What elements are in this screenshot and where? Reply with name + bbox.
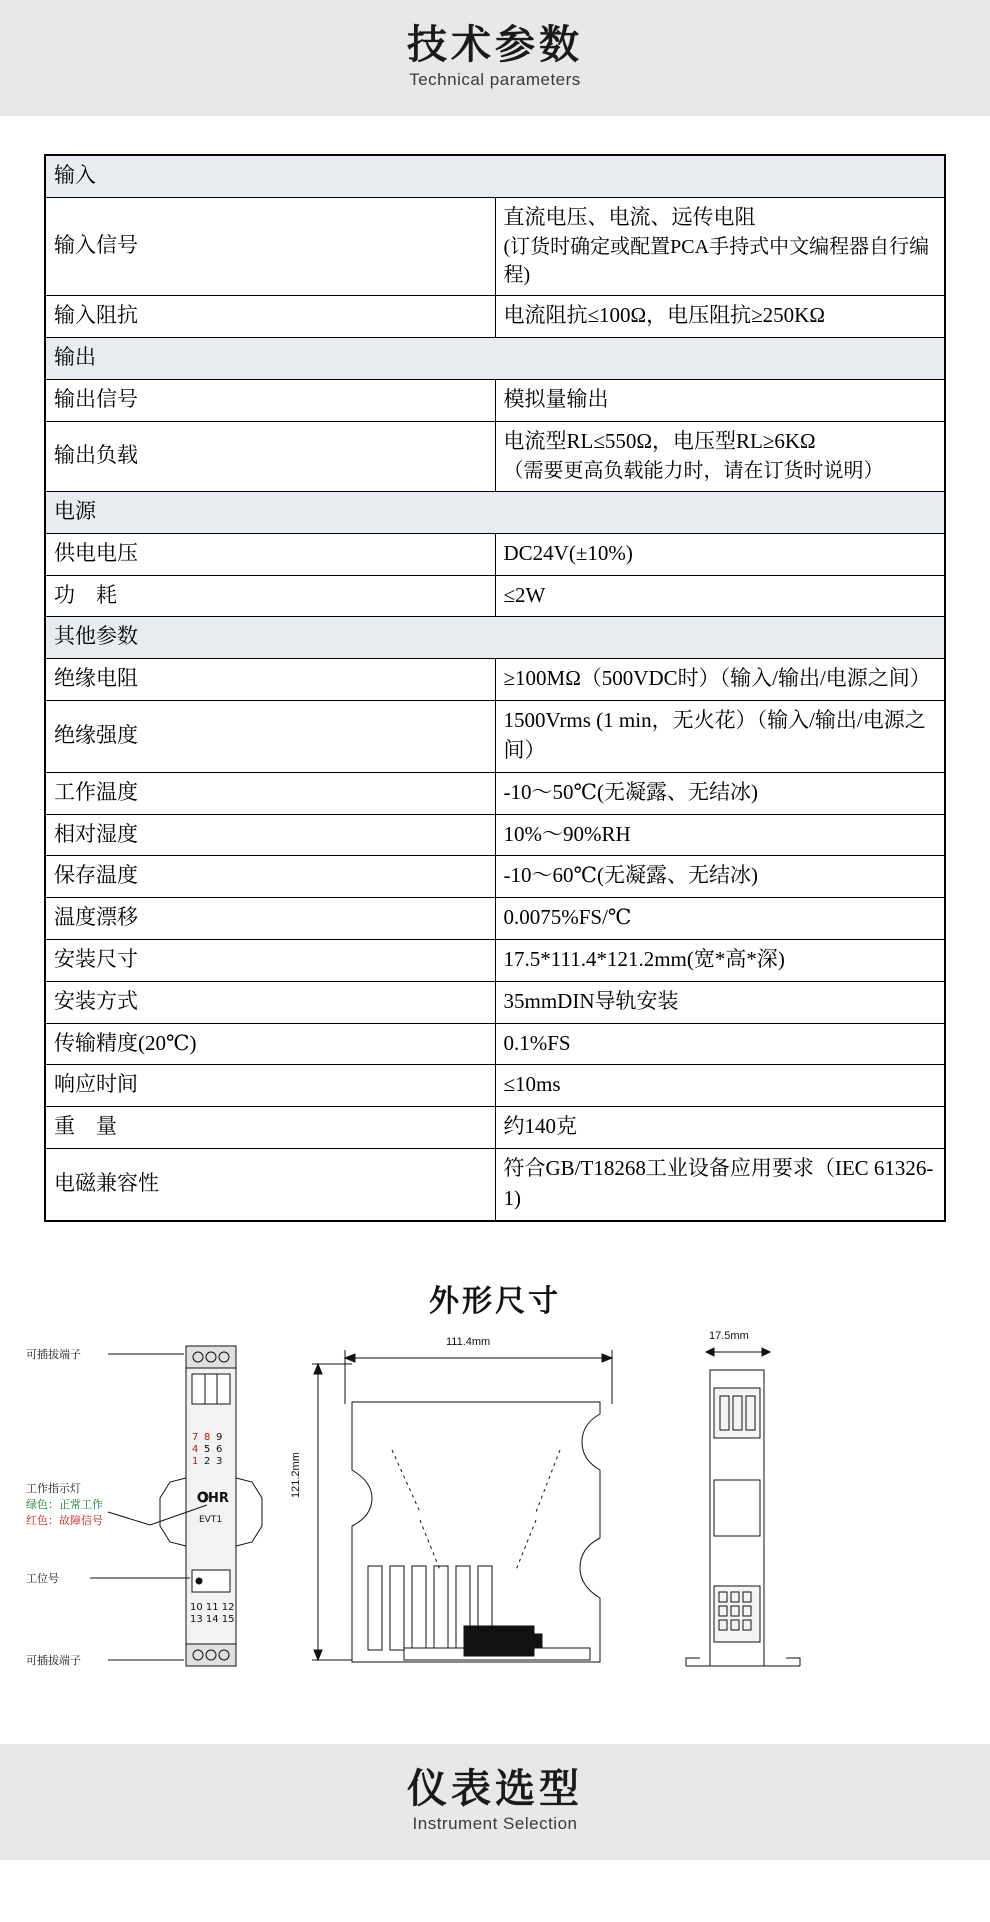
callout-bottom-terminal: 可插拔端子 <box>26 1654 81 1667</box>
row-label: 保存温度 <box>45 856 495 898</box>
table-section-row <box>45 338 945 380</box>
row-label: 重 量 <box>45 1107 495 1149</box>
terminal-13-15: 13 14 15 <box>190 1613 235 1625</box>
table-row <box>45 380 945 422</box>
footer-banner <box>0 1744 990 1860</box>
row-label: 响应时间 <box>45 1065 495 1107</box>
row-label: 安装方式 <box>45 981 495 1023</box>
table-row <box>45 1149 945 1221</box>
row-label: 输入阻抗 <box>45 296 495 338</box>
technical-parameters-table <box>44 154 946 1222</box>
table-row <box>45 296 945 338</box>
terminal-7: 7 <box>192 1431 199 1443</box>
spec-table-body <box>45 155 945 1221</box>
row-value: DC24V(±10%) <box>495 533 945 575</box>
row-label: 输出信号 <box>45 380 495 422</box>
section-label: 输入 <box>45 155 945 197</box>
row-label: 工作温度 <box>45 772 495 814</box>
row-value: ≥100MΩ（500VDC时）（输入/输出/电源之间） <box>495 659 945 701</box>
row-label: 绝缘强度 <box>45 701 495 773</box>
row-value <box>495 421 945 491</box>
table-row <box>45 659 945 701</box>
table-row <box>45 533 945 575</box>
table-row <box>45 575 945 617</box>
table-row <box>45 701 945 773</box>
drawing-svg <box>0 1330 990 1720</box>
row-value: ≤2W <box>495 575 945 617</box>
row-label: 相对湿度 <box>45 814 495 856</box>
row-value-line1: 直流电压、电流、远传电阻 <box>503 204 756 229</box>
row-value: -10～50℃(无凝露、无结冰) <box>495 772 945 814</box>
terminal-8: 8 <box>204 1431 211 1443</box>
table-row <box>45 772 945 814</box>
table-row <box>45 939 945 981</box>
terminal-5: 5 <box>204 1443 211 1455</box>
model-label: EVT1 <box>199 1514 223 1525</box>
row-label: 输入信号 <box>45 197 495 296</box>
section-label: 其他参数 <box>45 617 945 659</box>
table-row <box>45 856 945 898</box>
section-label: 输出 <box>45 338 945 380</box>
row-label: 功 耗 <box>45 575 495 617</box>
page-subtitle: Technical parameters <box>409 70 581 89</box>
row-value-line1: 电流型RL≤550Ω，电压型RL≥6KΩ <box>503 428 816 453</box>
row-value: 符合GB/T18268工业设备应用要求（IEC 61326-1) <box>495 1149 945 1221</box>
row-value: ≤10ms <box>495 1065 945 1107</box>
row-value: 1500Vrms (1 min，无火花）（输入/输出/电源之间） <box>495 701 945 773</box>
table-row <box>45 421 945 491</box>
row-value: 电流阻抗≤100Ω，电压阻抗≥250KΩ <box>495 296 945 338</box>
table-row <box>45 1023 945 1065</box>
page-title: 技术参数 <box>407 23 583 67</box>
measurement-depth: 17.5mm <box>709 1329 749 1342</box>
row-value: 模拟量输出 <box>495 380 945 422</box>
table-row <box>45 1065 945 1107</box>
callout-indicator: 工作指示灯 <box>26 1482 81 1495</box>
row-value <box>495 197 945 296</box>
table-row <box>45 981 945 1023</box>
row-value: 17.5*111.4*121.2mm(宽*高*深) <box>495 939 945 981</box>
row-value: 35mmDIN导轨安装 <box>495 981 945 1023</box>
measurement-width: 111.4mm <box>446 1335 491 1348</box>
dimension-drawing <box>0 1330 990 1720</box>
row-value-line2: (订货时确定或配置PCA手持式中文编程器自行编程) <box>503 235 930 287</box>
row-label: 电磁兼容性 <box>45 1149 495 1221</box>
terminal-1: 1 <box>192 1455 199 1467</box>
row-label: 温度漂移 <box>45 898 495 940</box>
brand-label: OHR <box>197 1490 229 1506</box>
row-value: 0.1%FS <box>495 1023 945 1065</box>
callout-indicator-green: 绿色：正常工作 <box>26 1498 103 1511</box>
terminal-2: 2 <box>204 1455 211 1467</box>
measurement-height: 121.2mm <box>290 1451 302 1498</box>
callout-top-terminal: 可插拔端子 <box>26 1348 81 1361</box>
terminal-10-12: 10 11 12 <box>190 1601 235 1613</box>
terminal-9: 9 <box>216 1431 223 1443</box>
row-label: 安装尺寸 <box>45 939 495 981</box>
row-value: 约140克 <box>495 1107 945 1149</box>
row-value: 10%～90%RH <box>495 814 945 856</box>
footer-title: 仪表选型 <box>407 1766 583 1811</box>
table-row <box>45 197 945 296</box>
row-value-line2: （需要更高负载能力时，请在订货时说明） <box>503 459 884 482</box>
terminal-3: 3 <box>216 1455 223 1467</box>
table-section-row <box>45 492 945 534</box>
row-value: 0.0075%FS/℃ <box>495 898 945 940</box>
table-row <box>45 1107 945 1149</box>
terminal-4: 4 <box>192 1443 199 1455</box>
row-value: -10～60℃(无凝露、无结冰) <box>495 856 945 898</box>
terminal-6: 6 <box>216 1443 223 1455</box>
table-section-row <box>45 617 945 659</box>
section-label: 电源 <box>45 492 945 534</box>
row-label: 绝缘电阻 <box>45 659 495 701</box>
row-label: 供电电压 <box>45 533 495 575</box>
table-row <box>45 898 945 940</box>
row-label: 传输精度(20℃) <box>45 1023 495 1065</box>
dimensions-title: 外形尺寸 <box>429 1284 561 1318</box>
row-label: 输出负载 <box>45 421 495 491</box>
callout-tag-number: 工位号 <box>26 1572 59 1585</box>
table-row <box>45 814 945 856</box>
spec-table-container <box>0 116 990 1232</box>
callout-indicator-red: 红色：故障信号 <box>26 1514 103 1527</box>
spacer <box>0 1720 990 1744</box>
header-banner <box>0 0 990 116</box>
footer-subtitle: Instrument Selection <box>412 1813 578 1833</box>
table-section-row <box>45 155 945 197</box>
